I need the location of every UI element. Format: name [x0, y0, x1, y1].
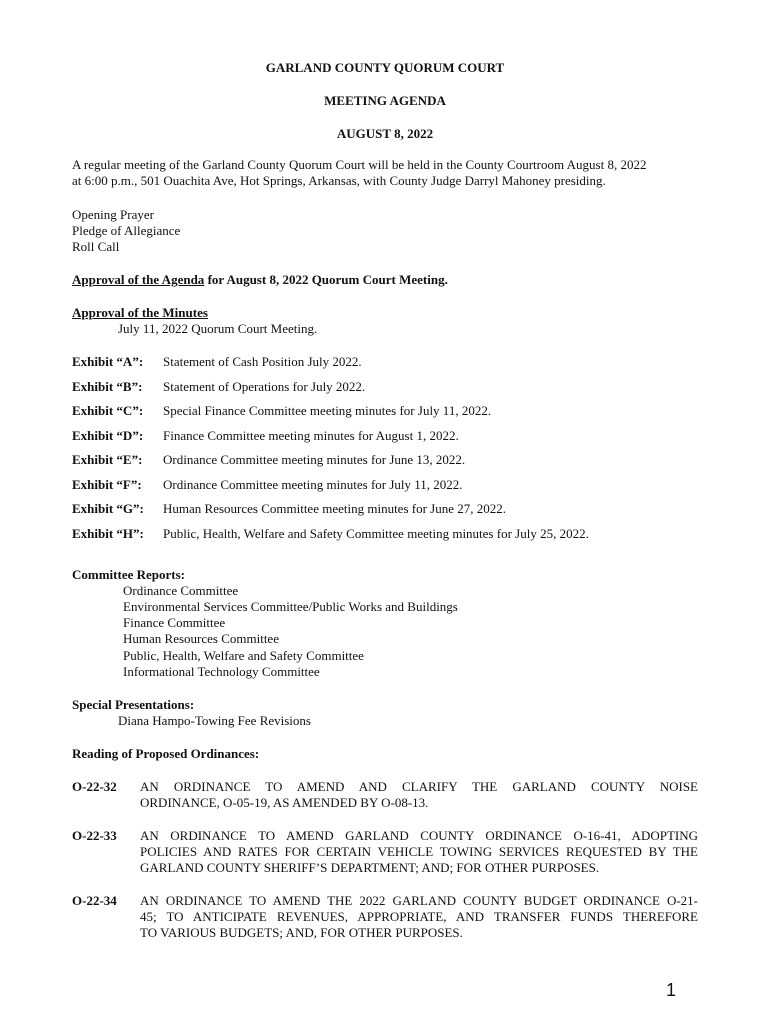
ordinance-description — [140, 779, 698, 811]
exhibit-label: Exhibit “C”: — [72, 403, 144, 418]
committee-item: Environmental Services Committee/Public Works and Buildings — [123, 599, 458, 614]
exhibit-text: Statement of Operations for July 2022. — [163, 379, 366, 394]
ordinance-line: TO VARIOUS BUDGETS; AND, FOR OTHER PURPOSES. — [140, 925, 463, 940]
ordinance-line: ORDINANCE, O-05-19, AS AMENDED BY O-08-13. — [140, 795, 429, 810]
agenda-approval-text: for August 8, 2022 Quorum Court Meeting. — [204, 272, 448, 287]
committee-item: Ordinance Committee — [123, 583, 239, 598]
minutes-approval-heading: Approval of the Minutes — [72, 305, 208, 320]
exhibit-text: Statement of Cash Position July 2022. — [163, 354, 362, 369]
exhibit-text: Public, Health, Welfare and Safety Committee meeting minutes for July 25, 2022. — [163, 526, 589, 541]
ordinance-line: 45; TO ANTICIPATE REVENUES, APPROPRIATE, AND TRANSFER FUNDS THEREFORE — [140, 909, 698, 924]
exhibit-label: Exhibit “D”: — [72, 428, 144, 443]
ordinance-number: O-22-33 — [72, 828, 117, 843]
intro-line-2: at 6:00 p.m., 501 Ouachita Ave, Hot Springs, Arkansas, with County Judge Darryl Mahoney presiding. — [72, 173, 606, 188]
exhibit-label: Exhibit “B”: — [72, 379, 143, 394]
exhibit-label: Exhibit “H”: — [72, 526, 144, 541]
agenda-approval-heading: Approval of the Agenda — [72, 272, 205, 287]
ordinance-line: AN ORDINANCE TO AMEND AND CLARIFY THE GARLAND COUNTY NOISE — [140, 779, 698, 794]
ordinance-line: AN ORDINANCE TO AMEND GARLAND COUNTY ORDINANCE O-16-41, ADOPTING — [140, 828, 698, 843]
meeting-date: AUGUST 8, 2022 — [336, 126, 434, 141]
ordinance-description — [140, 828, 698, 876]
committee-item: Informational Technology Committee — [123, 664, 320, 679]
exhibit-label: Exhibit “G”: — [72, 501, 144, 516]
ordinance-description — [140, 893, 698, 941]
minutes-approval-item: July 11, 2022 Quorum Court Meeting. — [118, 321, 318, 336]
exhibit-label: Exhibit “E”: — [72, 452, 143, 467]
intro-line-1: A regular meeting of the Garland County Quorum Court will be held in the County Courtroom August 8, 2022 — [72, 157, 647, 172]
court-title: GARLAND COUNTY QUORUM COURT — [265, 60, 505, 75]
committee-reports-heading: Committee Reports: — [72, 567, 185, 582]
committee-item: Human Resources Committee — [123, 631, 279, 646]
exhibit-label: Exhibit “A”: — [72, 354, 144, 369]
page-number: 1 — [666, 980, 677, 1000]
ordinance-line: GARLAND COUNTY SHERIFF’S DEPARTMENT; AND; FOR OTHER PURPOSES. — [140, 860, 600, 875]
committee-item: Public, Health, Welfare and Safety Committee — [123, 648, 364, 663]
ordinance-number: O-22-34 — [72, 893, 117, 908]
exhibit-text: Finance Committee meeting minutes for August 1, 2022. — [163, 428, 459, 443]
exhibit-text: Human Resources Committee meeting minutes for June 27, 2022. — [163, 501, 506, 516]
special-presentations-heading: Special Presentations: — [72, 697, 195, 712]
ordinances-heading: Reading of Proposed Ordinances: — [72, 746, 260, 761]
ordinance-number: O-22-32 — [72, 779, 117, 794]
pledge-of-allegiance: Pledge of Allegiance — [72, 223, 181, 238]
exhibit-label: Exhibit “F”: — [72, 477, 142, 492]
agenda-approval — [72, 272, 448, 288]
document-type: MEETING AGENDA — [324, 93, 446, 108]
exhibit-text: Ordinance Committee meeting minutes for June 13, 2022. — [163, 452, 466, 467]
exhibit-text: Special Finance Committee meeting minutes for July 11, 2022. — [163, 403, 492, 418]
ordinance-line: AN ORDINANCE TO AMEND THE 2022 GARLAND COUNTY BUDGET ORDINANCE O-21- — [140, 893, 698, 908]
opening-prayer: Opening Prayer — [72, 207, 154, 222]
roll-call: Roll Call — [72, 239, 120, 254]
committee-item: Finance Committee — [123, 615, 226, 630]
ordinance-line: POLICIES AND RATES FOR CERTAIN VEHICLE TOWING SERVICES REQUESTED BY THE — [140, 844, 698, 859]
special-presentation-item: Diana Hampo-Towing Fee Revisions — [118, 713, 311, 728]
exhibit-text: Ordinance Committee meeting minutes for July 11, 2022. — [163, 477, 463, 492]
